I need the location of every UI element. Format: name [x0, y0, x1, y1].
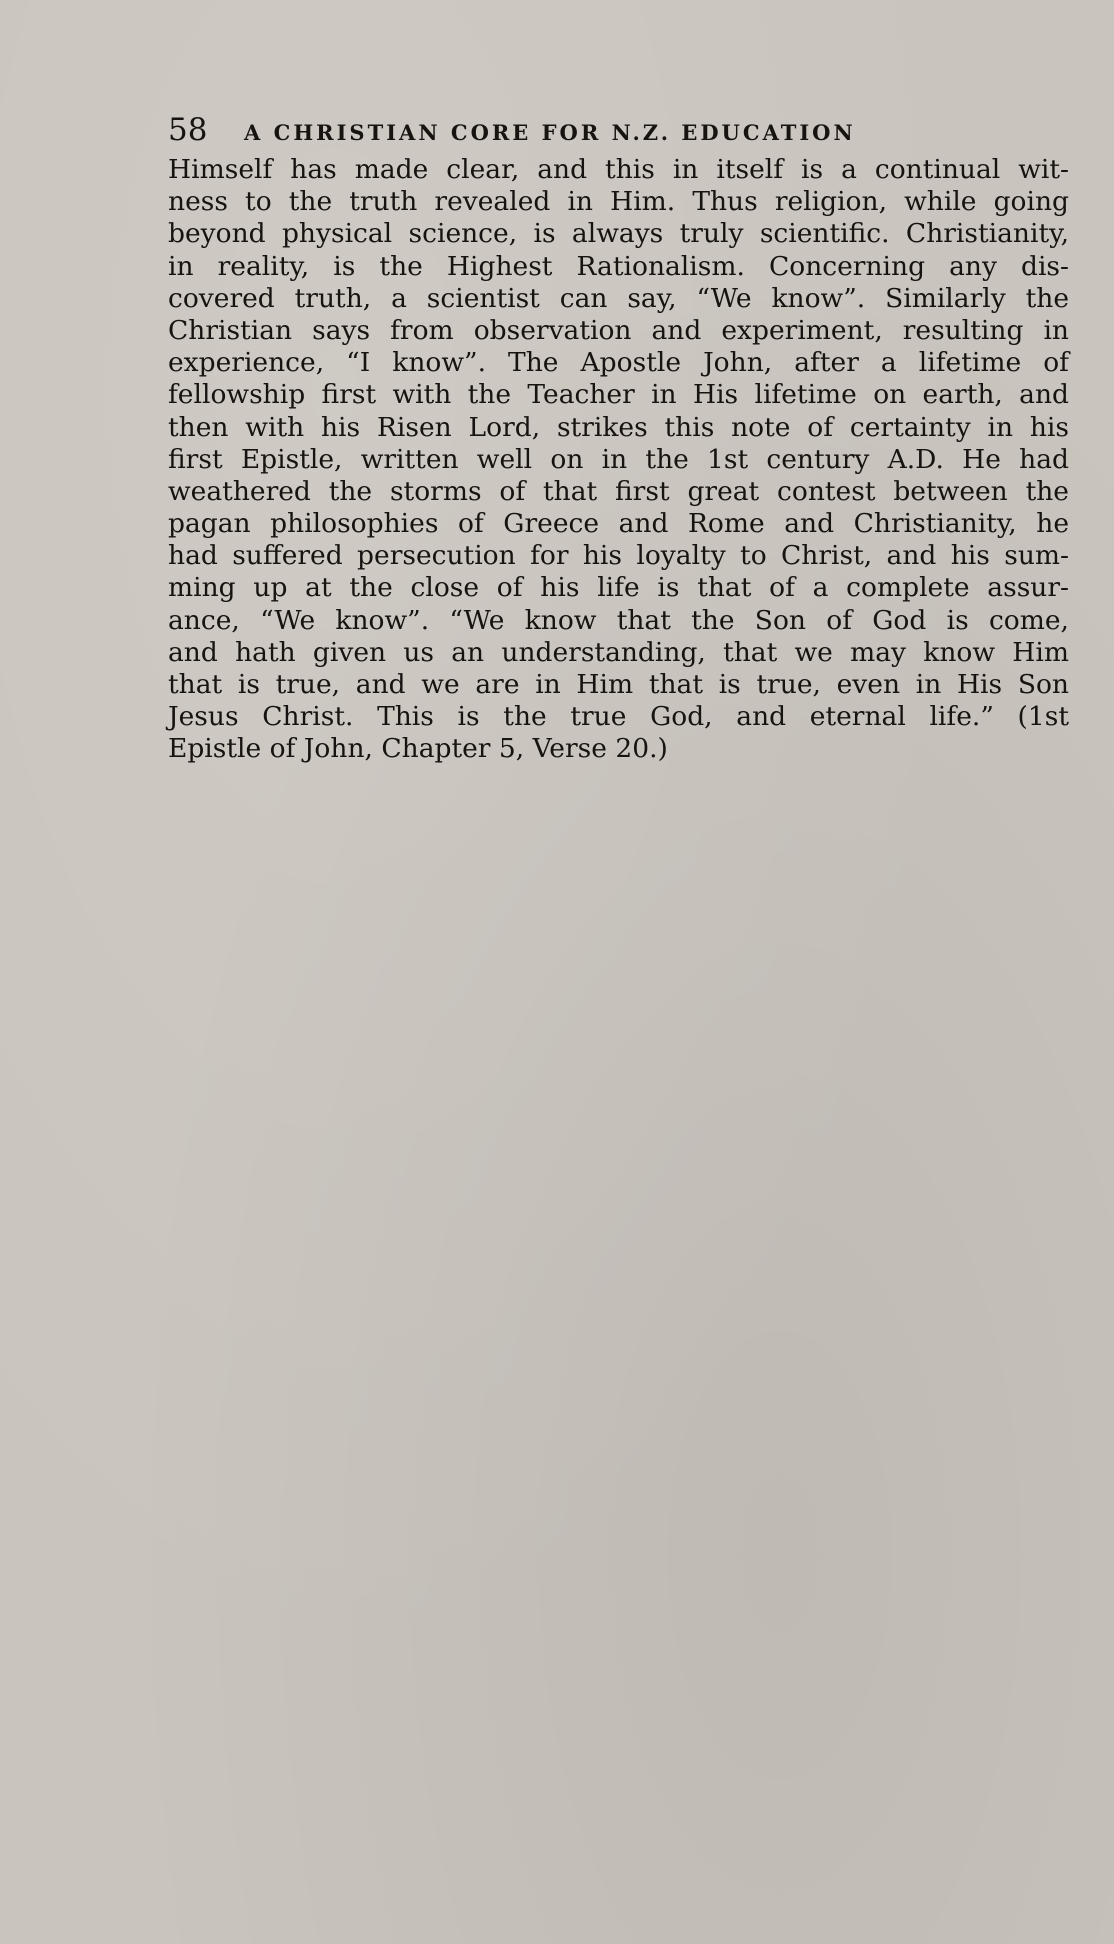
text-line: ming up at the close of his life is that of a complete assur- — [168, 572, 1069, 604]
text-line: covered truth, a scientist can say, “We know”. Similarly the — [168, 282, 1069, 314]
body-paragraph — [168, 154, 1084, 766]
text-line: ness to the truth revealed in Him. Thus religion, while going — [168, 186, 1069, 218]
text-line: then with his Risen Lord, strikes this note of certainty in his — [168, 411, 1069, 443]
running-head — [168, 112, 1084, 152]
text-line: had suffered persecution for his loyalty to Christ, and his sum- — [168, 540, 1069, 572]
text-line: Christian says from observation and experiment, resulting in — [168, 314, 1069, 346]
text-line: Jesus Christ. This is the true God, and eternal life.” (1st — [168, 701, 1069, 733]
text-line: weathered the storms of that first great contest between the — [168, 475, 1069, 507]
text-line: ance, “We know”. “We know that the Son of God is come, — [168, 604, 1069, 636]
text-line: pagan philosophies of Greece and Rome and Christianity, he — [168, 508, 1069, 540]
text-line: Himself has made clear, and this in itself is a continual wit- — [168, 154, 1069, 185]
text-line: fellowship first with the Teacher in His lifetime on earth, and — [168, 379, 1069, 411]
text-line: beyond physical science, is always truly scientific. Christianity, — [168, 218, 1069, 250]
text-line: that is true, and we are in Him that is true, even in His Son — [168, 669, 1069, 700]
text-line: and hath given us an understanding, that we may know Him — [168, 636, 1069, 668]
text-line: experience, “I know”. The Apostle John, after a lifetime of — [168, 347, 1069, 379]
text-line: first Epistle, written well on in the 1st century A.D. He had — [168, 443, 1069, 475]
text-line: in reality, is the Highest Rationalism. Concerning any dis- — [168, 250, 1069, 282]
book-page — [168, 112, 1084, 766]
text-line: Epistle of John, Chapter 5, Verse 20.) — [168, 733, 668, 765]
page-number: 58 — [168, 112, 208, 148]
running-title: A CHRISTIAN CORE FOR N.Z. EDUCATION — [244, 120, 856, 145]
